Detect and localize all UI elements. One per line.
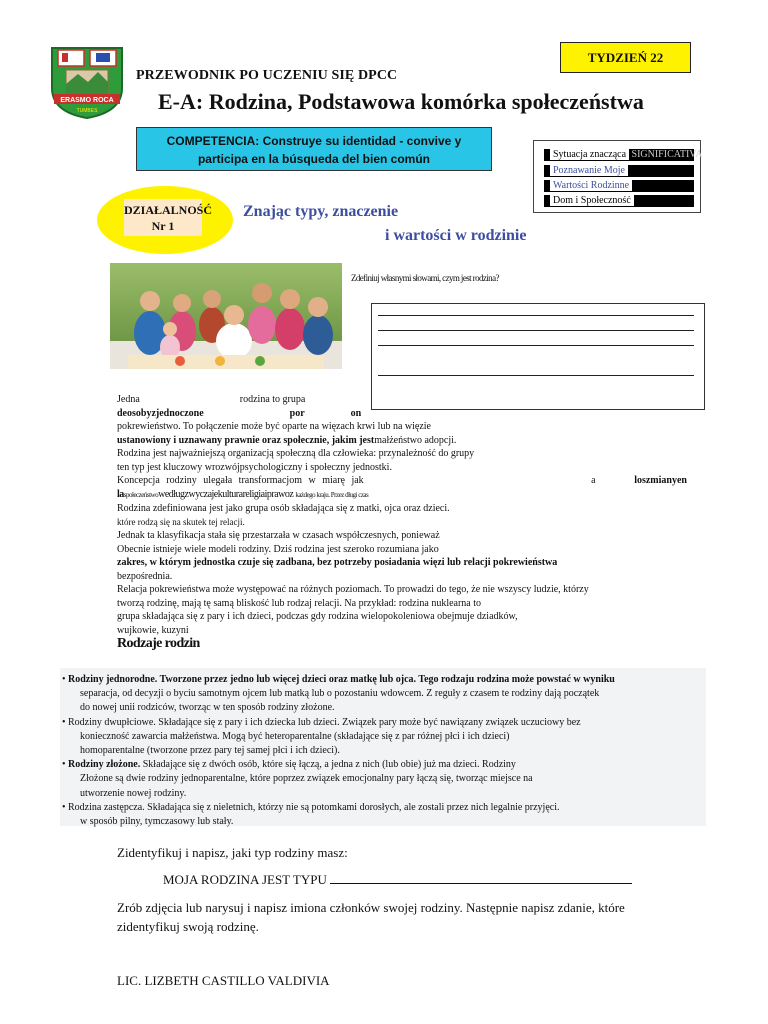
situation-box (533, 140, 701, 213)
define-question: Zdefiniuj własnymi słowami, czym jest rodzina? (351, 273, 499, 283)
type-item: • Rodziny złożone. Składające się z dwóch osób, które się łączą, a jedna z nich (lub obie) już ma dzieci. Rodziny (62, 759, 516, 771)
identify-task: Zidentyfikuj i napisz, jaki typ rodziny masz: (117, 845, 348, 860)
competency-line-1: COMPETENCIA: Construye su identidad - convive y (166, 134, 462, 148)
type-item: • Rodziny jednorodne. Tworzone przez jedno lub więcej dzieci oraz matkę lub ojca. Tego rodzaju rodzina może powstać w wyniku (62, 674, 615, 685)
family-type-field[interactable]: MOJA RODZINA JEST TYPU (163, 872, 632, 888)
svg-text:TUMBES: TUMBES (76, 108, 98, 114)
page-title: E-A: Rodzina, Podstawowa komórka społeczeństwa (158, 89, 644, 114)
family-photo (110, 263, 342, 369)
answer-line (378, 330, 694, 331)
activity-box (124, 199, 213, 236)
competency-box (136, 127, 492, 171)
school-logo (48, 44, 126, 120)
school-crest-icon (48, 44, 126, 120)
teacher-name: LIC. LIZBETH CASTILLO VALDIVIA (117, 973, 330, 988)
week-badge: TYDZIEŃ 22 (560, 42, 691, 73)
guide-title: PRZEWODNIK PO UCZENIU SIĘ DPCC (136, 68, 398, 83)
situation-line-1: Sytuacja znacząca SIGNIFICATIVA (544, 149, 694, 161)
situation-line-2: Poznawanie Moje (544, 165, 694, 177)
competency-line-2: participa en la búsqueda del bien común (197, 152, 431, 166)
situation-line-4: Dom i Społeczność (544, 195, 694, 207)
activity-title-2: i wartości w rodzinie (385, 227, 527, 244)
situation-line-3: Wartości Rodzinne (544, 180, 694, 192)
types-title: Rodzaje rodzin (117, 636, 200, 651)
body-text: Jedna rodzina to grupa deosobyzjednoczone por on pokrewieństwo. To połączenie może być oparte na więzach krwi lub na więzie ustanowiony i uznawany prawnie oraz społecznie, jakim jestmałżeństwo adopcji. Rodzina jest najważniejszą organizacją społeczną dla człowieka: przynależność do grupy ten typ jest kluczowy wrozwójpsychologiczny i społeczny jednostki. Koncepcja rodziny ulegała transformacjom w miarę jak a loszmianyen laspołeczeństwowedługzwyczajekulturareligiaiprawoz każdego kraju. Przez długi czas Rodzina zdefiniowana jest jako grupa osób składająca się z matki, ojca oraz dzieci. które rodzą się na skutek tej relacji. Jednak ta klasyfikacja stała się przestarzała w czasach współczesnych, ponieważ Obecnie istnieje wiele modeli rodziny. Dziś rodzina jest szeroko rozumiana jako zakres, w którym jednostka czuje się zadbana, bez potrzeby posiadania więzi lub relacji pokrewieństwa bezpośrednia. Relacja pokrewieństwa może występować na różnych poziomach. To prowadzi do tego, że nie wszyscy ludzie, którzy tworzą rodzinę, mają tę samą bliskość lub rodzaj relacji. Na przykład: rodzina nuklearna to grupa składająca się z pary i ich dzieci, podczas gdy rodzina wielopokoleniowa obejmuje dziadków, wujkowie, kuzyni (117, 394, 687, 636)
activity-number: Nr 1 (151, 219, 175, 233)
type-item: • Rodziny dwupłciowe. Składające się z pary i ich dziecka lub dzieci. Związek pary może być nawiązany związek uczuciowy bez (62, 716, 581, 728)
activity-label: DZIAŁALNOŚĆ (124, 203, 213, 217)
activity-title-1: Znając typy, znaczenie (243, 203, 399, 220)
logo-text: ERASMO ROCA (60, 97, 114, 104)
types-list: • Rodziny jednorodne. Tworzone przez jedno lub więcej dzieci oraz matkę lub ojca. Tego rodzaju rodzina może powstać w wyniku separacja, od decyzji o byciu samotnym ojcem lub matką lub o pozostaniu wdowcem. Z reguły z czasem te rodziny dają początek do nowej unii rodziców, tworząc w ten sposób rodziny złożone. • Rodziny dwupłciowe. Składające się z pary i ich dziecka lub dzieci. Związek pary może być nawiązany związek uczuciowy bez konieczność zawarcia małżeństwa. Mogą być heteroparentalne (składające się z par różnej płci i ich dzieci) homoparentalne (tworzone przez pary tej samej płci i ich dzieci). • Rodziny złożone. Składające się z dwóch osób, które się łączą, a jedna z nich (lub obie) już ma dzieci. Rodziny Złożone są dwie rodziny jednoparentalne, które poprzez związek emocjonalny pary łączą się, tworząc miejsce na utworzenie nowej rodziny. • Rodzina zastępcza. Składająca się z nieletnich, którzy nie są potomkami dorosłych, ale zostali przez nich legalnie przyjęci. w sposób pilny, tymczasowy lub stały. (62, 673, 706, 829)
family-type-blank[interactable] (330, 872, 632, 884)
answer-line (378, 345, 694, 346)
answer-line (378, 375, 694, 376)
photo-task: Zrób zdjęcia lub narysuj i napisz imiona członków swojej rodziny. Następnie napisz zdanie, które zidentyfikuj swoją rodzinę. (117, 900, 625, 934)
type-item: • Rodzina zastępcza. Składająca się z nieletnich, którzy nie są potomkami dorosłych, ale zostali przez nich legalnie przyjęci. (62, 801, 560, 813)
answer-line (378, 315, 694, 316)
